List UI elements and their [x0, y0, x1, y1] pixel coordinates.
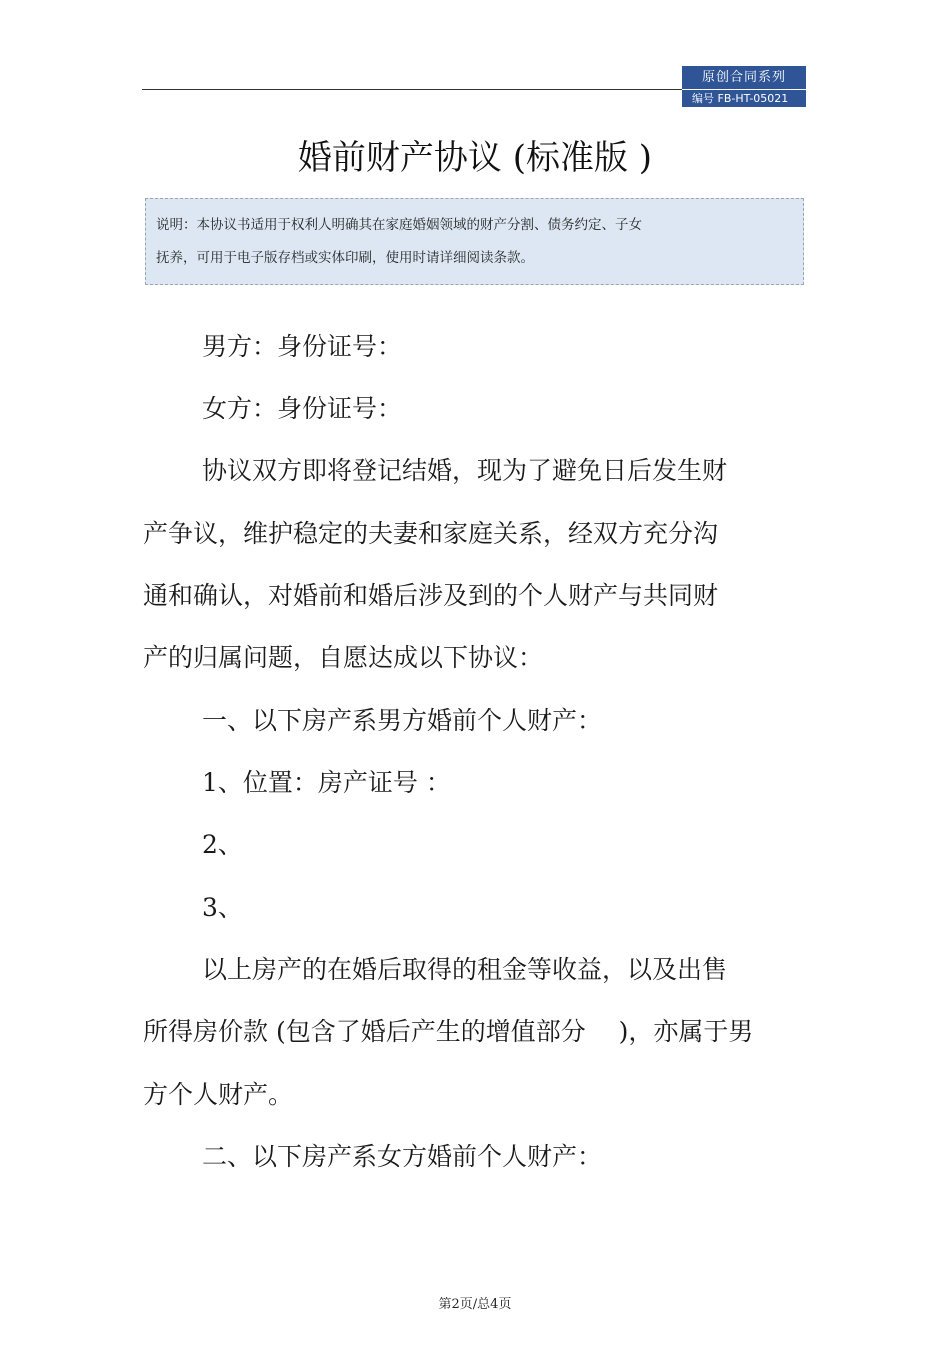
section-heading: 一、以下房产系男方婚前个人财产： [202, 706, 603, 735]
body-paragraph-line: 所得房价款 (包含了婚后产生的增值部分 )，亦属于男 [143, 1017, 754, 1046]
document-title: 婚前财产协议 (标准版 ) [297, 138, 653, 178]
list-item: 3、 [202, 893, 243, 922]
list-item: 1、位置：房产证号 ： [202, 768, 451, 797]
document-code: 编号 FB-HT-05021 [682, 90, 806, 107]
body-paragraph-line: 产争议，维护稳定的夫妻和家庭关系，经双方充分沟 [143, 519, 719, 548]
body-paragraph-line: 通和确认，对婚前和婚后涉及到的个人财产与共同财 [143, 581, 719, 610]
header-rule [142, 89, 682, 90]
usage-note-line: 说明：本协议书适用于权利人明确其在家庭婚姻领域的财产分割、债务约定、子女 [156, 217, 642, 233]
body-paragraph-line: 方个人财产。 [143, 1080, 294, 1109]
usage-note-line: 抚养，可用于电子版存档或实体印刷，使用时请详细阅读条款。 [156, 250, 534, 266]
usage-note-box [145, 198, 804, 285]
body-paragraph-line: 协议双方即将登记结婚，现为了避免日后发生财 [202, 456, 728, 485]
body-line-husband-id: 男方：身份证号： [202, 332, 403, 361]
series-label: 原创合同系列 [682, 66, 806, 89]
body-line-wife-id: 女方：身份证号： [202, 394, 403, 423]
section-heading: 二、以下房产系女方婚前个人财产： [202, 1142, 603, 1171]
list-item: 2、 [202, 830, 243, 859]
page-number: 第2页/总4页 [438, 1297, 512, 1312]
body-paragraph-line: 以上房产的在婚后取得的租金等收益，以及出售 [202, 955, 728, 984]
body-paragraph-line: 产的归属问题，自愿达成以下协议： [143, 643, 544, 672]
